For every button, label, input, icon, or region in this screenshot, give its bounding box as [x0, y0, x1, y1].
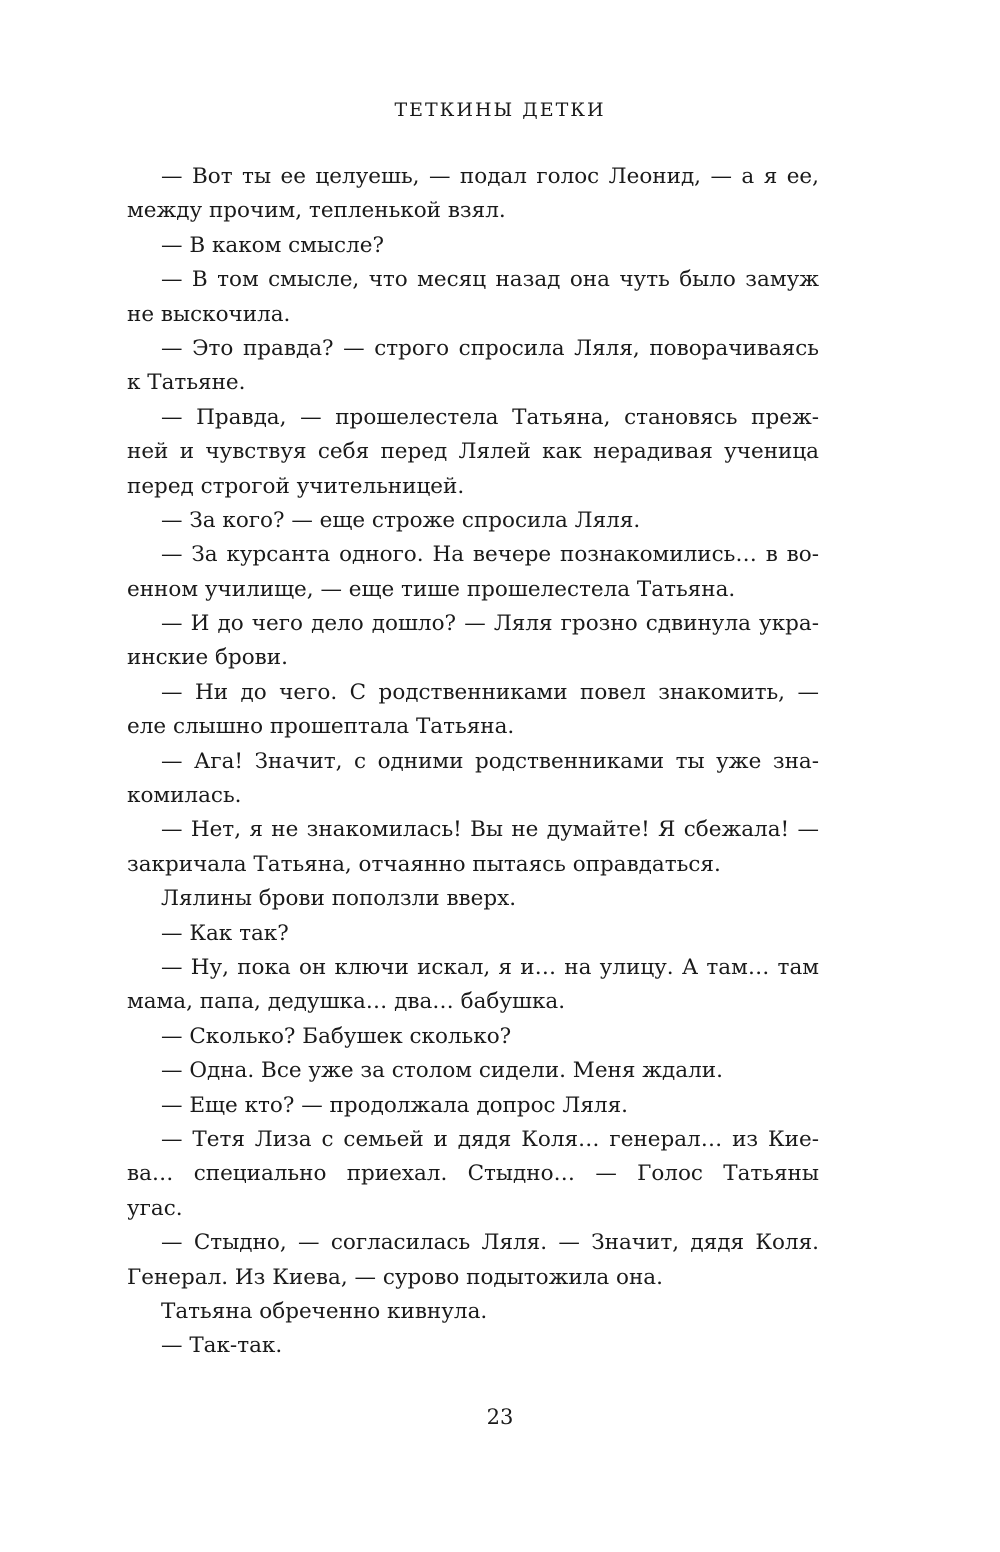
text-line: — Так-так.	[161, 1333, 283, 1359]
text-line: перед строгой учительницей.	[127, 473, 465, 499]
text-line: — Ни до чего. С родственниками повел знакомить, —	[161, 679, 819, 705]
text-line: — Вот ты ее целуешь, — подал голос Леонид, — а я ее,	[161, 164, 819, 189]
text-line: — Нет, я не знакомилась! Вы не думайте! Я сбежала! —	[161, 817, 819, 843]
text-line: еле слышно прошептала Татьяна.	[127, 714, 515, 740]
text-line: мама, папа, дедушка… два… бабушка.	[127, 989, 566, 1015]
text-line: комилась.	[127, 783, 242, 809]
text-line: — Одна. Все уже за столом сидели. Меня ждали.	[161, 1058, 723, 1084]
text-line: Татьяна обреченно кивнула.	[161, 1298, 488, 1324]
text-line: инские брови.	[127, 645, 288, 671]
text-line: — В каком смысле?	[161, 232, 384, 258]
text-line: — За кого? — еще строже спросила Ляля.	[161, 507, 641, 533]
text-line: — Правда, — прошелестела Татьяна, становясь преж-	[161, 404, 819, 430]
text-line: — Стыдно, — согласилась Ляля. — Значит, дядя Коля.	[161, 1230, 819, 1256]
text-line: — И до чего дело дошло? — Ляля грозно сдвинула укра-	[161, 611, 819, 637]
text-line: енном училище, — еще тише прошелестела Татьяна.	[127, 576, 736, 602]
text-line: — Это правда? — строго спросила Ляля, поворачиваясь	[161, 335, 819, 361]
text-line: Генерал. Из Киева, — сурово подытожила она.	[127, 1264, 663, 1290]
text-line: — Как так?	[161, 920, 289, 946]
text-line: Лялины брови поползли вверх.	[161, 886, 517, 912]
text-line: к Татьяне.	[127, 370, 246, 396]
text-line: — Еще кто? — продолжала допрос Ляля.	[161, 1092, 628, 1118]
page-number: 23	[486, 1405, 514, 1429]
text-line: между прочим, тепленькой взял.	[127, 198, 506, 224]
running-head: ТЕТКИНЫ ДЕТКИ	[394, 99, 606, 121]
text-line: не выскочила.	[127, 301, 291, 327]
text-line: ва… специально приехал. Стыдно… — Голос Татьяны	[127, 1161, 819, 1187]
text-line: — Ну, пока он ключи искал, я и… на улицу. А там… там	[161, 954, 819, 980]
text-line: закричала Татьяна, отчаянно пытаясь оправдаться.	[127, 851, 721, 877]
text-line: угас.	[127, 1195, 183, 1221]
text-line: — Сколько? Бабушек сколько?	[161, 1023, 512, 1049]
text-line: — В том смысле, что месяц назад она чуть было замуж	[161, 267, 819, 293]
body-text	[127, 160, 819, 1364]
text-line: — Тетя Лиза с семьей и дядя Коля… генерал… из Кие-	[161, 1126, 819, 1152]
text-line: — За курсанта одного. На вечере познакомились… в во-	[161, 542, 819, 568]
text-line: — Ага! Значит, с одними родственниками ты уже зна-	[161, 748, 819, 774]
text-line: ней и чувствуя себя перед Лялей как нерадивая ученица	[127, 439, 819, 465]
